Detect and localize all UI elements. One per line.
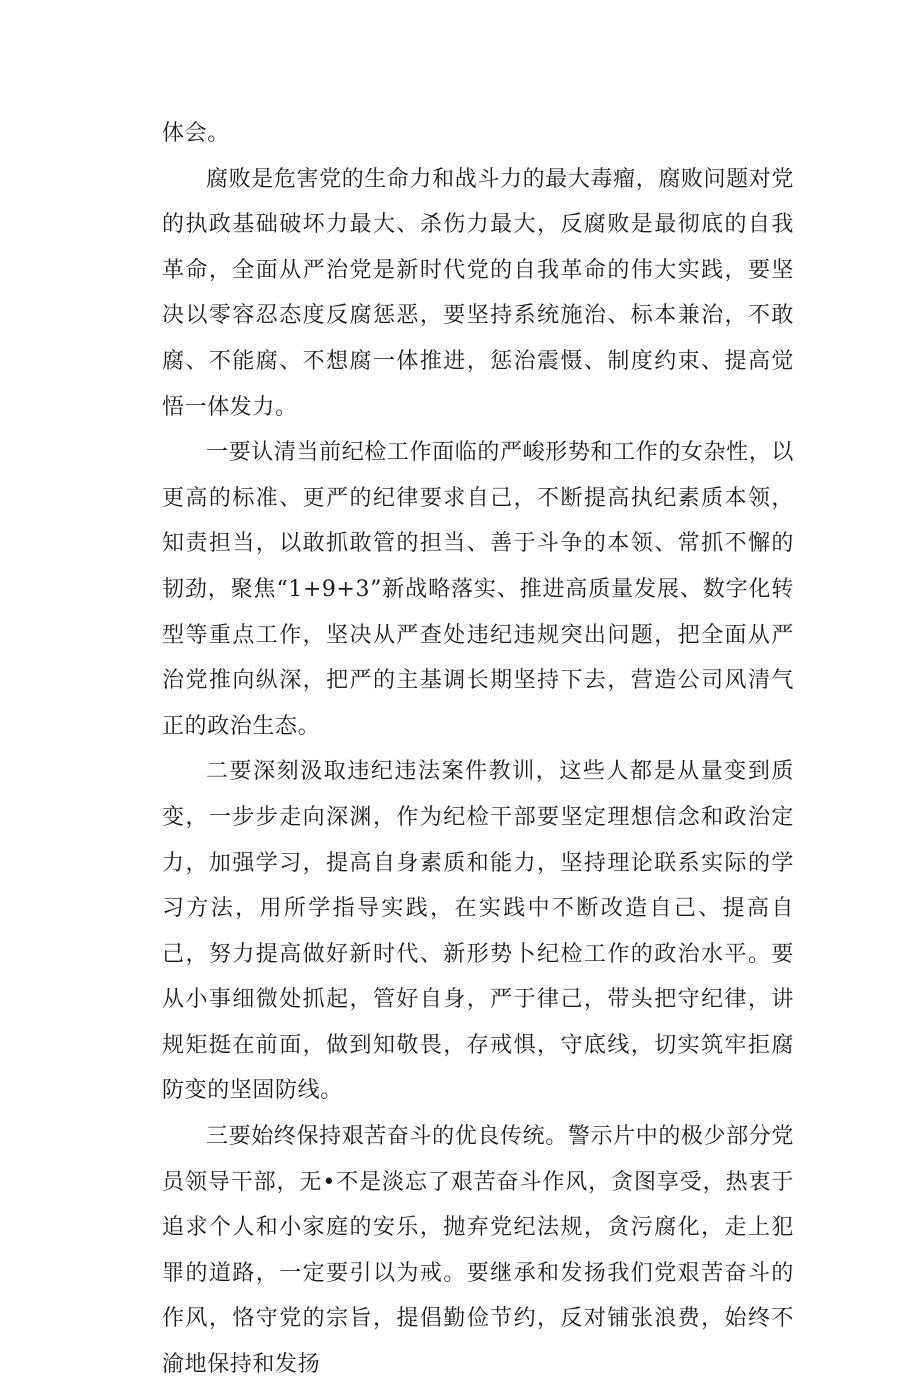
- paragraph-continuation: 体会。: [162, 121, 230, 146]
- body-text: [162, 111, 794, 1388]
- paragraph-point-three: 三要始终保持艰苦奋斗的优良传统。警示片中的极少部分党员领导干部，无•不是淡忘了艰苦奋斗作风，贪图享受，热衷于追求个人和小家庭的安乐，抛弃党纪法规，贪污腐化，走上犯罪的道路，一定要引以为戒。要继承和发扬我们党艰苦奋斗的作风，恪守党的宗旨，提倡勤俭节约，反对铺张浪费，始终不渝地保持和发扬: [162, 1124, 794, 1378]
- paragraph-point-one: 一要认清当前纪检工作面临的严峻形势和工作的女杂性，以更高的标准、更严的纪律要求自己，不断提高执纪素质本领，知责担当，以敢抓敢管的担当、善于斗争的本领、常抓不懈的韧劲，聚焦“1+9+3”新战略落实、推进高质量发展、数字化转型等重点工作，坚决从严查处违纪违规突出问题，把全面从严治党推向纵深，把严的主基调长期坚持下去，营造公司风清气正的政治生态。: [162, 440, 794, 739]
- paragraph-point-two: 二要深刻汲取违纪违法案件教训，这些人都是从量变到质变，一步步走向深渊，作为纪检干部要坚定理想信念和政治定力，加强学习，提高自身素质和能力，坚持理论联系实际的学习方法，用所学指导实践，在实践中不断改造自己、提高自己，努力提高做好新时代、新形势卜纪检工作的政治水平。要从小事细微处抓起，管好自身，严于律己，带头把守纪律，讲规矩挺在前面，做到知敬畏，存戒惧，守底线，切实筑牢拒腐防变的坚固防线。: [162, 759, 794, 1104]
- paragraph-corruption-harm: 腐败是危害党的生命力和战斗力的最大毒瘤，腐败问题对党的执政基础破坏力最大、杀伤力最大，反腐败是最彻底的自我革命，全面从严治党是新时代党的自我革命的伟大实践，要坚决以零容忍态度反腐惩恶，要坚持系统施治、标本兼治，不敢腐、不能腐、不想腐一体推进，惩治震慑、制度约束、提高觉悟一体发力。: [162, 166, 794, 420]
